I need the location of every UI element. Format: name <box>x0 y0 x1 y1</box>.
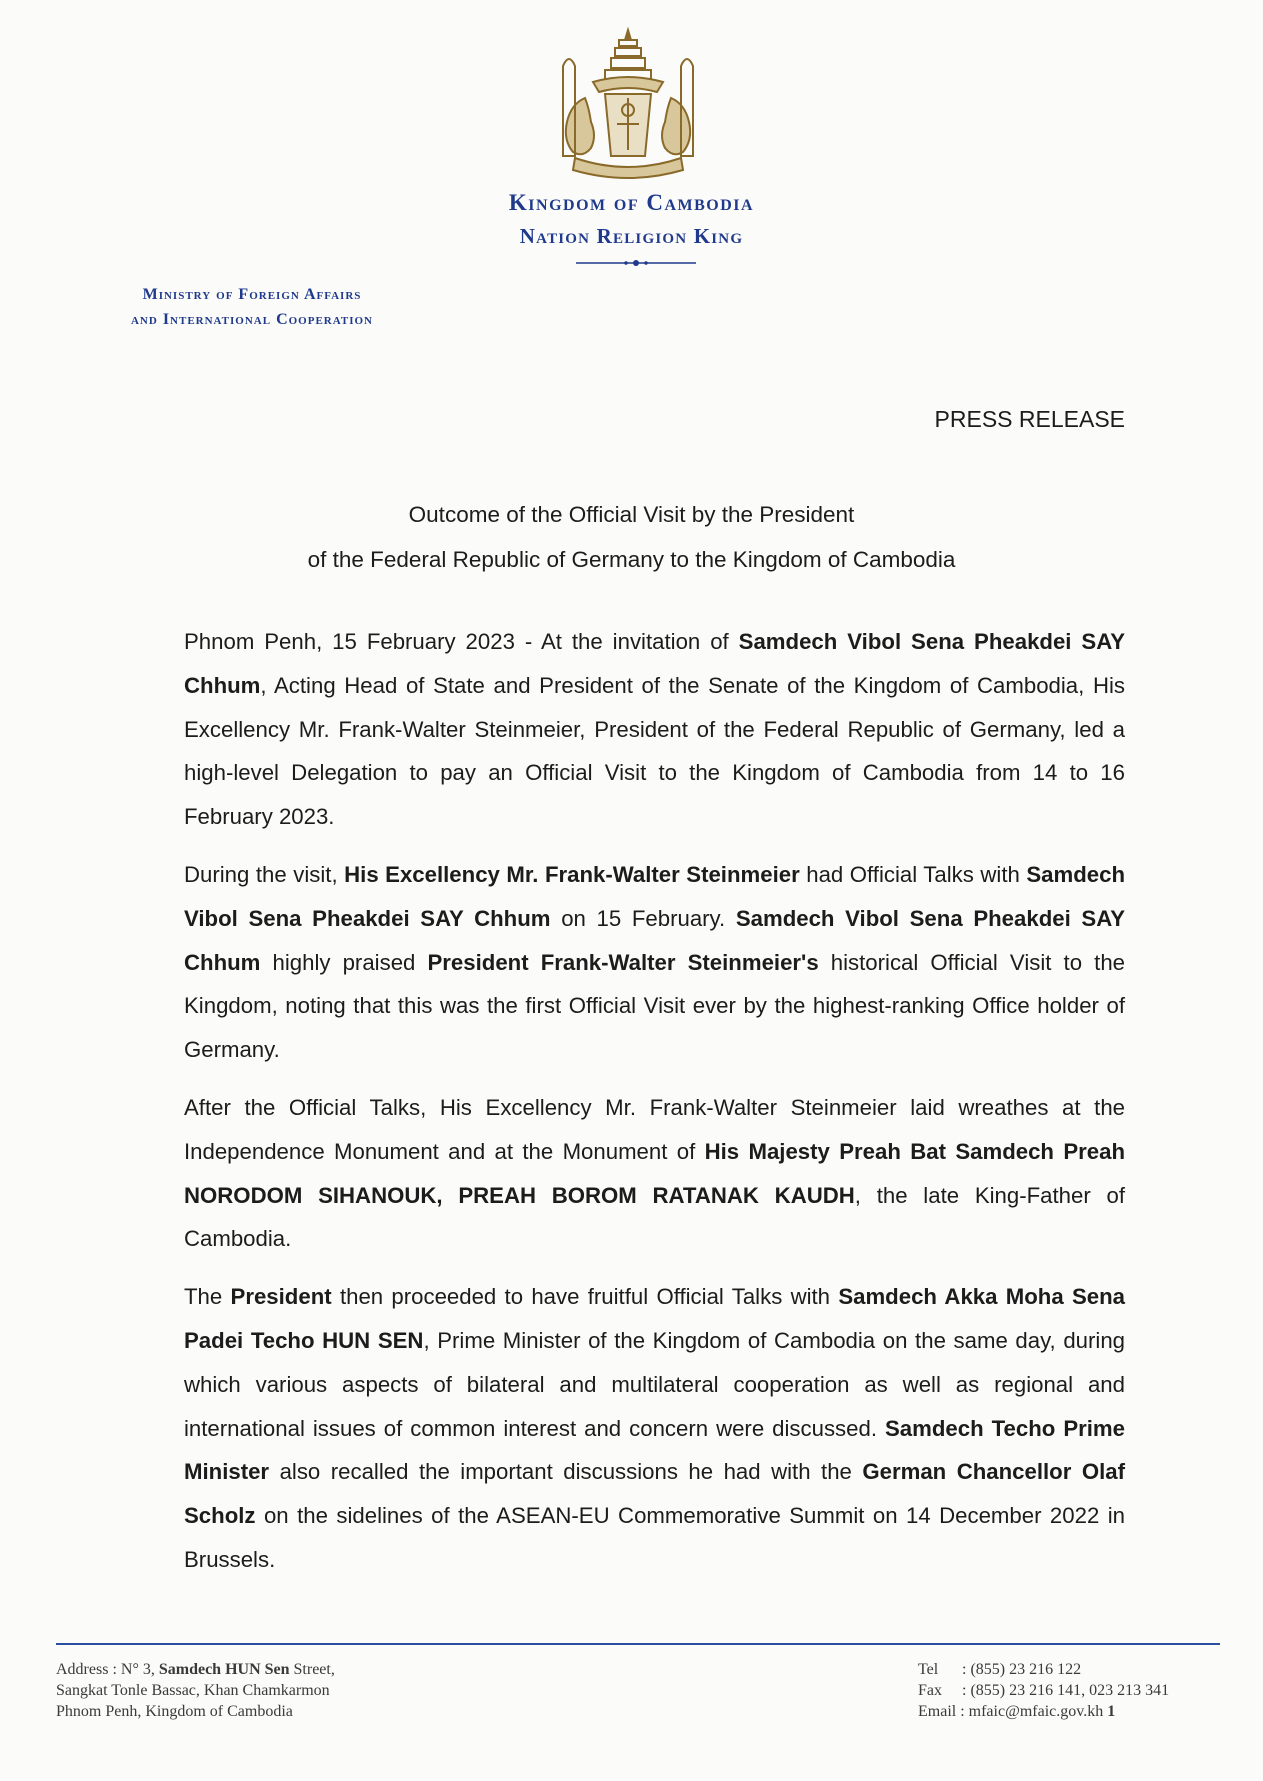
fax-line: Fax : (855) 23 216 141, 023 213 341 <box>918 1682 1170 1699</box>
paragraph-4: The President then proceeded to have fruitful Official Talks with Samdech Akka Moha Sena Padei Techo HUN SEN, Prime Minister of the Kingdom of Cambodia on the same day, during which various aspects of bilateral and multilateral cooperation as well as regional and international issues of common interest and concern were discussed. Samdech Techo Prime Minister also recalled the important discussions he had with the German Chancellor Olaf Scholz on the sidelines of the ASEAN-EU Commemorative Summit on 14 December 2022 in Brussels. <box>184 1284 1125 1572</box>
title-line-2: of the Federal Republic of Germany to the Kingdom of Cambodia <box>307 547 956 572</box>
ministry-line-1: Ministry of Foreign Affairs <box>142 286 362 303</box>
press-release-body <box>184 620 1125 1596</box>
national-motto: Nation Religion King <box>519 224 744 248</box>
country-heading: Kingdom of Cambodia <box>508 190 755 215</box>
ministry-name <box>56 282 448 332</box>
footer-divider <box>56 1643 1220 1645</box>
address-line-3: Phnom Penh, Kingdom of Cambodia <box>56 1703 293 1720</box>
footer-address <box>56 1659 335 1722</box>
ministry-line-2: and International Cooperation <box>130 311 373 328</box>
ornament-divider-icon <box>576 256 696 270</box>
address-line-2: Sangkat Tonle Bassac, Khan Chamkarmon <box>56 1682 330 1699</box>
page-number: 1 <box>1107 1703 1116 1720</box>
paragraph-2: During the visit, His Excellency Mr. Frank-Walter Steinmeier had Official Talks with Samdech Vibol Sena Pheakdei SAY Chhum on 15 February. Samdech Vibol Sena Pheakdei SAY Chhum highly praised President Frank-Walter Steinmeier's historical Official Visit to the Kingdom, noting that this was the first Official Visit ever by the highest-ranking Office holder of Germany. <box>184 861 1125 1063</box>
email-line <box>918 1701 1169 1722</box>
paragraph-1: Phnom Penh, 15 February 2023 - At the invitation of Samdech Vibol Sena Pheakdei SAY Chhum, Acting Head of State and President of the Senate of the Kingdom of Cambodia, His Excellency Mr. Frank-Walter Steinmeier, President of the Federal Republic of Germany, led a high-level Delegation to pay an Official Visit to the Kingdom of Cambodia from 14 to 16 February 2023. <box>184 629 1126 830</box>
document-type-label: PRESS RELEASE <box>934 406 1125 432</box>
tel-line: Tel : (855) 23 216 122 <box>918 1661 1082 1678</box>
royal-coat-of-arms-icon <box>545 26 711 186</box>
title-line-1: Outcome of the Official Visit by the President <box>408 502 855 527</box>
footer-contact <box>918 1659 1169 1722</box>
paragraph-3: After the Official Talks, His Excellency Mr. Frank-Walter Steinmeier laid wreathes at the Independence Monument and at the Monument of His Majesty Preah Bat Samdech Preah NORODOM SIHANOUK, PREAH BOROM RATANAK KAUDH, the late King-Father of Cambodia. <box>184 1094 1125 1252</box>
address-line-1: Address : N° 3, Samdech HUN Sen Street, <box>56 1661 335 1678</box>
email-link[interactable]: Email : mfaic@mfaic.gov.kh <box>918 1703 1104 1720</box>
press-release-title <box>0 492 1263 582</box>
